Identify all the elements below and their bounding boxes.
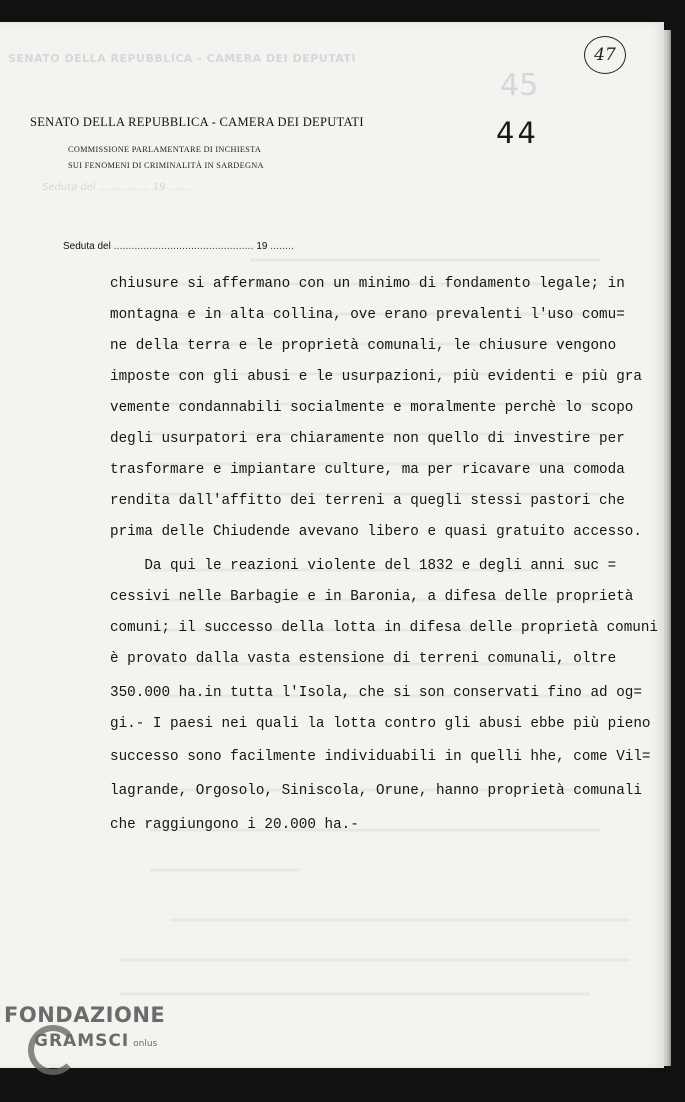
body-line: chiusure si affermano con un minimo di fondamento legale; in — [110, 276, 625, 292]
body-line: comuni; il successo della lotta in difesa delle proprietà comuni — [110, 620, 658, 636]
body-line: gi.- I paesi nei quali la lotta contro gli abusi ebbe più pieno — [110, 716, 651, 732]
body-line: è provato dalla vasta estensione di terreni comunali, oltre — [110, 651, 617, 667]
body-line: successo sono facilmente individuabili in quelli hhe, come Vil= — [110, 749, 651, 765]
body-line: prima delle Chiudende avevano libero e quasi gratuito accesso. — [110, 524, 642, 540]
body-line: lagrande, Orgosolo, Siniscola, Orune, hanno proprietà comunali — [110, 783, 642, 799]
seduta-line — [63, 241, 294, 252]
logo-line-2 — [34, 1031, 157, 1051]
body-line: montagna e in alta collina, ove erano prevalenti l'uso comu= — [110, 307, 625, 323]
document-page — [0, 22, 664, 1068]
fondazione-gramsci-logo — [4, 1003, 166, 1051]
logo-onlus: onlus — [133, 1039, 158, 1049]
bleed-through-header: SENATO DELLA REPUBBLICA - CAMERA DEI DEPUTATI — [8, 52, 357, 65]
bleed-through-seduta: Seduta del ................ 19 ....... — [42, 182, 192, 193]
body-line: Da qui le reazioni violente del 1832 e degli anni suc = — [110, 558, 617, 574]
seduta-label: Seduta del — [63, 241, 111, 252]
header-subtitle-1: COMMISSIONE PARLAMENTARE DI INCHIESTA — [68, 145, 262, 154]
archive-number: 47 — [594, 45, 616, 65]
body-line: cessivi nelle Barbagie e in Baronia, a difesa delle proprietà — [110, 589, 634, 605]
body-line: rendita dall'affitto dei terreni a quegli stessi pastori che — [110, 493, 625, 509]
seduta-year-prefix: 19 — [256, 241, 268, 252]
page-number: 44 — [496, 116, 539, 150]
body-line: vemente condannabili socialmente e moralmente perchè lo scopo — [110, 400, 634, 416]
logo-gramsci: GRAMSCI — [34, 1031, 130, 1051]
body-line: imposte con gli abusi e le usurpazioni, più evidenti e più gra — [110, 369, 642, 385]
body-line: degli usurpatori era chiaramente non quello di investire per — [110, 431, 625, 447]
page-edge — [664, 30, 671, 1066]
logo-line-1: FONDAZIONE — [4, 1003, 166, 1027]
seduta-date-dots: ............................................... — [113, 241, 254, 252]
header-subtitle-2: SUI FENOMENI DI CRIMINALITÀ IN SARDEGNA — [68, 161, 264, 170]
body-line: ne della terra e le proprietà comunali, le chiusure vengono — [110, 338, 617, 354]
seduta-year-dots: ........ — [270, 241, 295, 252]
body-line: trasformare e impiantare culture, ma per ricavare una comoda — [110, 462, 625, 478]
archive-number-mark — [584, 36, 626, 74]
body-line: 350.000 ha.in tutta l'Isola, che si son conservati fino ad og= — [110, 685, 642, 701]
bleed-through-page-number: 45 — [500, 68, 539, 103]
body-line: che raggiungono i 20.000 ha.- — [110, 817, 359, 833]
header-title: SENATO DELLA REPUBBLICA - CAMERA DEI DEPUTATI — [30, 115, 364, 129]
